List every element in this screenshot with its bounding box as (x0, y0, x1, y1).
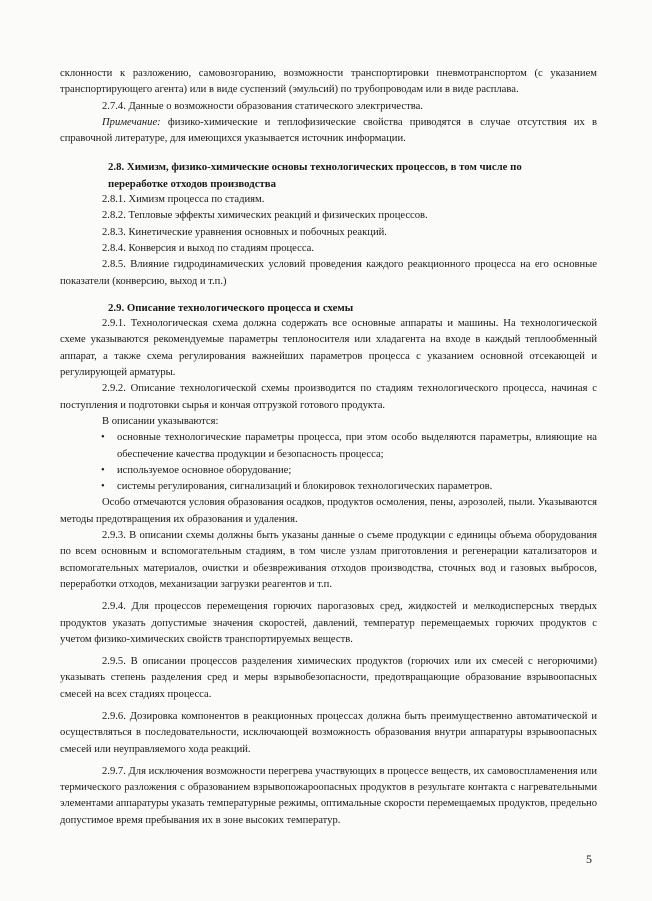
page-number: 5 (586, 852, 592, 866)
paragraph-2-9-1: 2.9.1. Технологическая схема должна содержать все основные аппараты и машины. На технологической схеме указываются рекомендуемые параметры теплоносителя или хладагента на входе в каждый теплообменный аппарат, а также схема регулирования важнейших параметров процесса с указанием основной отсекающей и регулирующей арматуры. (60, 318, 597, 379)
note-paragraph (60, 115, 597, 148)
paragraph-2-9-2-intro: В описании указываются: (102, 415, 219, 427)
bullet-icon: • (101, 464, 105, 476)
section-heading-2-9: 2.9. Описание технологического процесса и схемы (108, 301, 354, 314)
item-2-8-3: 2.8.3. Кинетические уравнения основных и побочных реакций. (102, 226, 387, 238)
item-2-8-2: 2.8.2. Тепловые эффекты химических реакций и физических процессов. (102, 210, 428, 222)
paragraph-2-9-3: 2.9.3. В описании схемы должны быть указаны данные о съеме продукции с единицы объема оборудования по всем основным и вспомогательным стадиям, в том числе узлам приготовления и регенерации катализаторов и вспомогательных материалов, очистки и обезвреживания отходов производства, сточных вод и газовых выбросов, переработки отходов, механизации загрузки реагентов и т.п. (60, 530, 597, 590)
list-item: • основные технологические параметры процесса, при этом особо выделяются параметры, влияющие на обеспечение качества продукции и безопасность процесса; (101, 432, 597, 460)
list-item: • используемое основное оборудование; (60, 463, 597, 479)
note-text: физико-химические и теплофизические свойства приводятся в случае отсутствия их в справочной литературе, для имеющихся указывается источник информации. (60, 116, 597, 145)
paragraph-2-7-4: 2.7.4. Данные о возможности образования статического электричества. (102, 100, 423, 112)
item-2-8-4: 2.8.4. Конверсия и выход по стадиям процесса. (102, 242, 315, 254)
paragraph-2-9-7: 2.9.7. Для исключения возможности перегрева участвующих в процессе веществ, их самовоспламенения или термического разложения с образованием взрывопожароопасных продуктов в результате контакта с нагревательными элементами аппаратуры указать температурные режимы, оптимальные скорости перемещаемых продуктов, предельно допустимое время пребывания их в зоне высоких температур. (60, 765, 597, 826)
paragraph-2-9-2-notes: Особо отмечаются условия образования осадков, продуктов осмоления, пены, аэрозолей, пыли. Указываются методы предотвращения их образования и удаления. (60, 497, 597, 525)
paragraph-2-9-5: 2.9.5. В описании процессов разделения химических продуктов (горючих или их смесей с негорючими) указывать степень разделения сред и меры взрывобезопасности, предотвращающие образование взрывоопасных смесей на всех стадиях процесса. (60, 656, 597, 700)
item-2-8-5: 2.8.5. Влияние гидродинамических условий проведения каждого реакционного процесса на его основные показатели (конверсию, выход и т.п.) (60, 259, 597, 287)
bullet-icon: • (101, 432, 105, 444)
paragraph-2-9-6: 2.9.6. Дозировка компонентов в реакционных процессах должна быть преимущественно автоматической и осуществляться в последовательности, исключающей возможность образования внутри аппаратуры взрывоопасных смесей или неуправляемого хода реакций. (60, 710, 597, 755)
paragraph-2-9-2: 2.9.2. Описание технологической схемы производится по стадиям технологического процесса, начиная с поступления и подготовки сырья и кончая отгрузкой готового продукта. (60, 383, 597, 411)
paragraph-2-9-4: 2.9.4. Для процессов перемещения горючих парогазовых сред, жидкостей и мелкодисперсных твердых продуктов указать допустимые значения скоростей, давлений, температур перемещаемых горючих продуктов с учетом физико-химических свойств транспортируемых веществ. (60, 601, 597, 645)
bullet-list (60, 430, 597, 495)
list-item: • системы регулирования, сигнализаций и блокировок технологических параметров. (60, 479, 597, 495)
section-heading-2-8: 2.8. Химизм, физико-химические основы технологических процессов, в том числе по переработке отходов производства (108, 161, 522, 190)
item-2-8-1: 2.8.1. Химизм процесса по стадиям. (102, 194, 265, 206)
note-label: Примечание: (102, 116, 161, 128)
paragraph-continuation: склонности к разложению, самовозгоранию, возможности транспортировки пневмотранспортом (с указанием транспортирующего агента) или в виде суспензий (эмульсий) по трубопроводам или в виде расплава. (60, 68, 597, 96)
bullet-icon: • (101, 481, 105, 493)
